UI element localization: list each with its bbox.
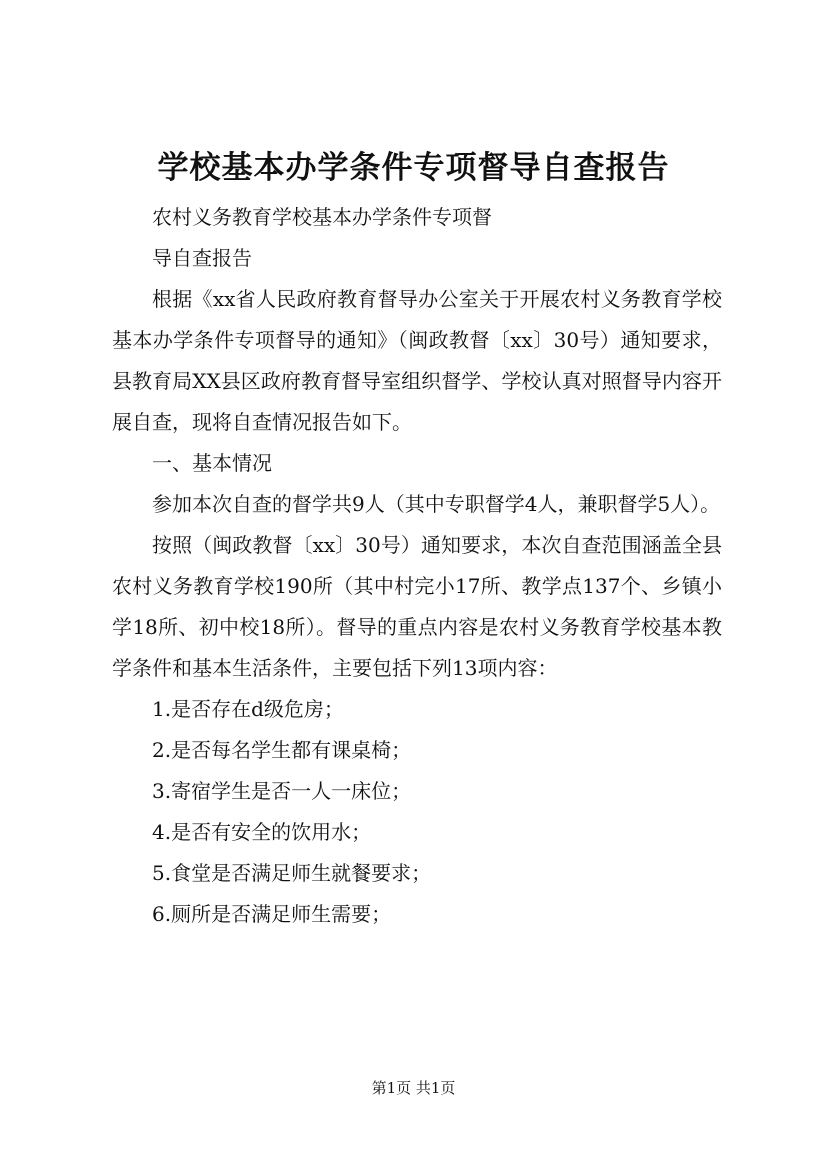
section-heading-basic-info: 一、基本情况 <box>152 451 272 475</box>
list-item-5: 5.食堂是否满足师生就餐要求； <box>152 861 432 885</box>
document-title: 学校基本办学条件专项督导自查报告 <box>157 150 670 186</box>
list-item-6: 6.厕所是否满足师生需要； <box>152 902 392 926</box>
paragraph-participants: 参加本次自查的督学共9人（其中专职督学4人，兼职督学5人）。 <box>152 492 721 516</box>
list-item-3: 3.寄宿学生是否一人一床位； <box>152 779 412 803</box>
paragraph-intro: 根据《xx省人民政府教育督导办公室关于开展农村义务教育学校基本办学条件专项督导的通知》（闽政教督〔xx〕30号）通知要求，县教育局XX县区政府教育督导室组织督学、学校认真对照督导内容开展自查，现将自查情况报告如下。 <box>112 287 722 434</box>
paragraph-scope: 按照（闽政教督〔xx〕30号）通知要求，本次自查范围涵盖全县农村义务教育学校190所（其中村完小17所、教学点137个、乡镇小学18所、初中校18所）。督导的重点内容是农村义务教育学校基本教学条件和基本生活条件，主要包括下列13项内容： <box>112 533 722 680</box>
list-item-4: 4.是否有安全的饮用水； <box>152 820 372 844</box>
document-body <box>112 197 722 935</box>
subtitle-line-2: 导自查报告 <box>152 246 252 270</box>
list-item-2: 2.是否每名学生都有课桌椅； <box>152 738 412 762</box>
list-item-1: 1.是否存在d级危房； <box>152 697 344 721</box>
subtitle-line-1: 农村义务教育学校基本办学条件专项督 <box>152 205 492 229</box>
page-footer: 第1页 共1页 <box>371 1079 456 1097</box>
